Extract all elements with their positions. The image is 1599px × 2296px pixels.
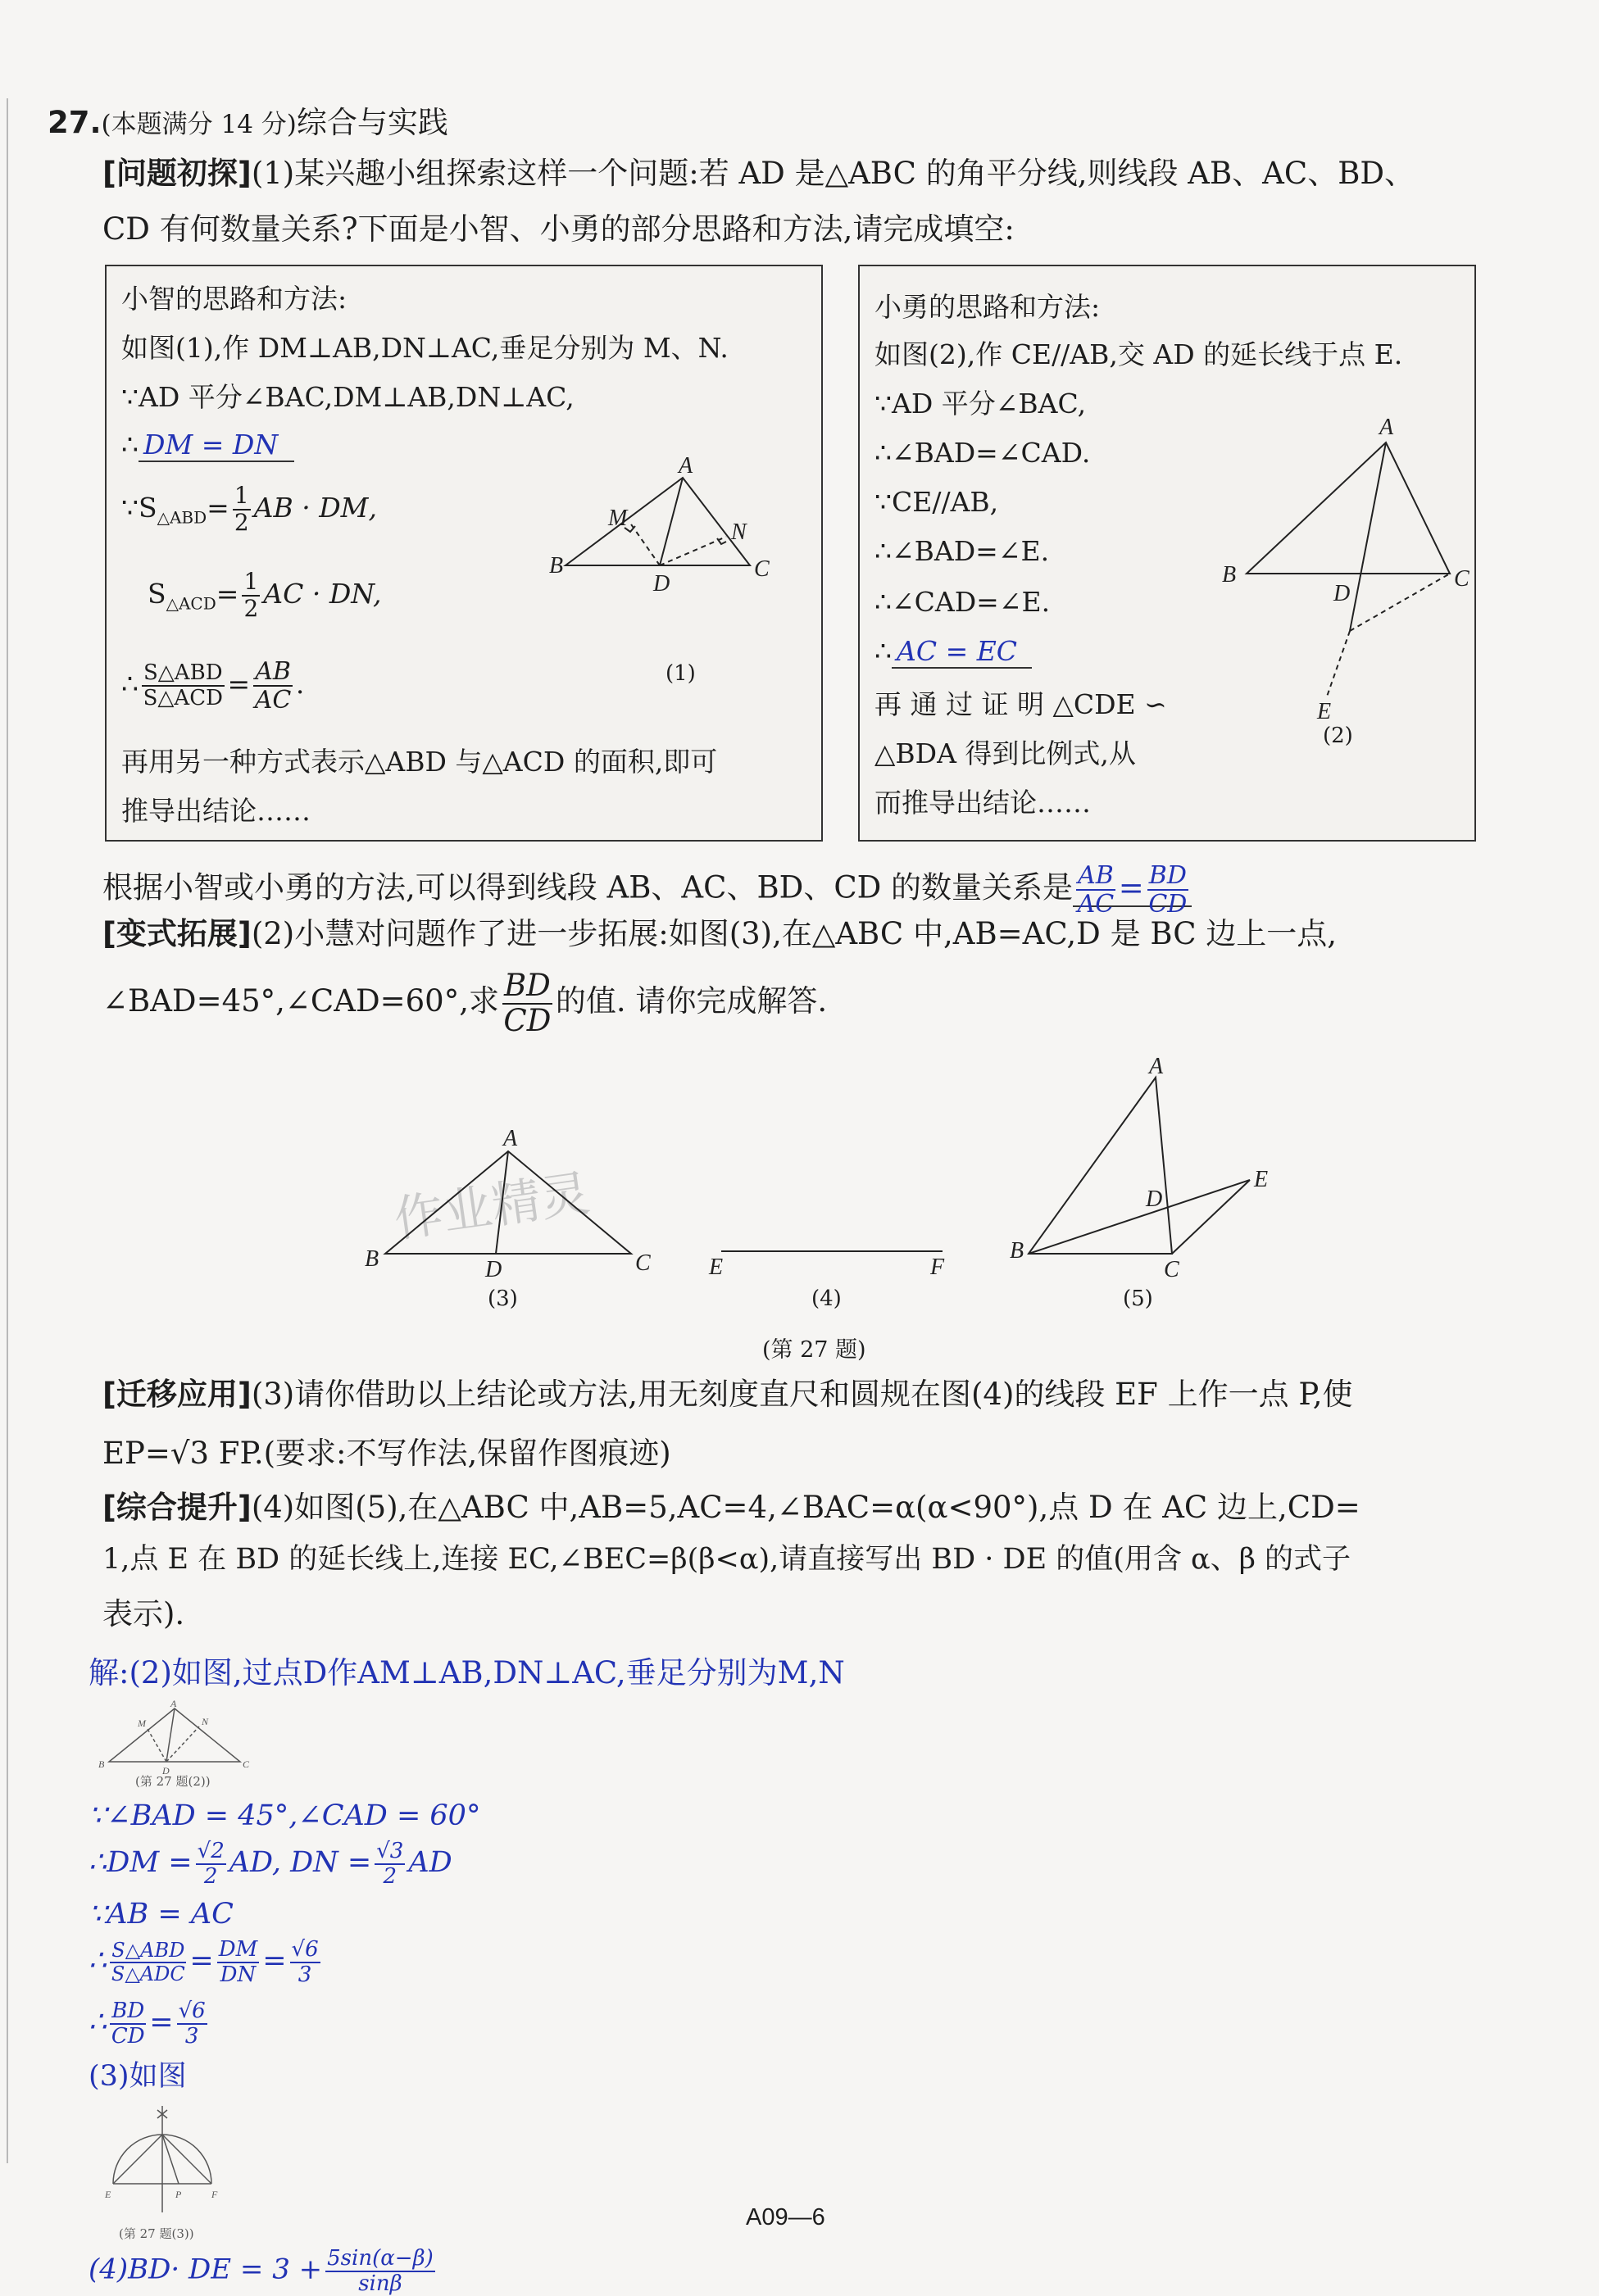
fig2-label-c: C [1454,566,1470,592]
fig3-label-b: B [365,1246,379,1272]
figures-title: (第 27 题) [762,1337,866,1363]
part3-line2: EP=√3 FP.(要求:不写作法,保留作图痕迹) [102,1436,671,1471]
part4-tag: [综合提升] [102,1490,252,1525]
conclusion-line: 根据小智或小勇的方法,可以得到线段 AB、AC、BD、CD 的数量关系是 $\frac{AB}{AC}$ = $\frac{BD}{CD}$ [102,862,1192,918]
question-title: 综合与实践 [296,105,448,140]
box-right-title: 小勇的思路和方法: [874,291,1101,323]
solution-step-6: (3)如图 [89,2060,187,2093]
blank-answer-2: ∴ AC = EC [874,635,1032,668]
answer-ratio: $\frac{AB}{AC}$ = $\frac{BD}{CD}$ [1073,870,1192,907]
solution-step-1: ∵∠BAD = 45°,∠CAD = 60° [89,1799,481,1832]
fig3-label-c: C [635,1250,651,1276]
solution-step-3: ∵AB = AC [89,1898,234,1931]
box-right: 小勇的思路和方法: 如图(2),作 CE//AB,交 AD 的延长线于点 E. ∵AD 平分∠BAC, ∴∠BAD=∠CAD. ∵CE//AB, ∴∠BAD=∠E. ∴∠CAD=∠E. ∴ AC = EC 再 通 过 证 明 △CDE ∽ △BDA 得到比例式,从 而推导出结论…… A B C D E (2) [858,265,1476,842]
solution-step-5: ∴ $\frac{BD}{CD}$ = $\frac{√6}{3}$ [89,1999,206,2049]
sol-fig2-label-c: C [243,1758,250,1770]
solution-step-4: ∴ $\frac{\text{S△ABD}}{\text{S△ADC}}$ = $\frac{DM}{DN}$ = $\frac{√6}{3}$ [89,1937,319,1987]
fig5-label-e: E [1254,1167,1269,1192]
sol-fig3-label-p: P [175,2189,182,2200]
figure-2-caption: (2) [1323,724,1353,748]
figure-2 [1204,414,1470,725]
figure5-ce [1172,1180,1250,1254]
fig5-label-c: C [1164,1257,1179,1282]
figure-3-caption: (3) [488,1286,518,1311]
fig2-label-b: B [1222,562,1237,588]
part2-line1: [变式拓展](2)小慧对问题作了进一步拓展:如图(3),在△ABC 中,AB=AC,D 是 BC 边上一点, [102,916,1338,951]
part3-line1: [迁移应用](3)请你借助以上结论或方法,用无刻度直尺和圆规在图(4)的线段 EF 上作一点 P,使 [102,1377,1353,1412]
fig2-label-a: A [1379,415,1394,440]
fig3-label-d: D [485,1257,502,1282]
margin-line [7,98,8,2163]
answer-ac-ec: AC = EC [892,635,1032,669]
blank-answer-1: ∴ DM = DN [121,429,294,461]
part1-line1: [问题初探](1)某兴趣小组探索这样一个问题:若 AD 是△ABC 的角平分线,则线段 AB、AC、BD、 [102,156,1415,191]
sol-fig3-label-e: E [105,2189,111,2200]
fig3-label-a: A [503,1126,518,1151]
fig5-label-a: A [1149,1054,1164,1079]
question-meta: (本题满分 14 分) [101,110,297,139]
fig4-label-e: E [709,1255,724,1280]
part4-line1: [综合提升](4)如图(5),在△ABC 中,AB=5,AC=4,∠BAC=α(α<90°),点 D 在 AC 边上,CD= [102,1490,1361,1525]
figure5-be [1029,1180,1250,1254]
page-number: A09—6 [746,2204,825,2230]
fig1-label-m: M [608,506,628,531]
watermark: 作业精灵 [390,1166,593,1248]
part2-tag: [变式拓展] [102,916,252,951]
part2-line2: ∠BAD=45°,∠CAD=60°,求 $\frac{BD}{CD}$ 的值. 请你完成解答. [102,968,828,1038]
fig2-label-e: E [1317,699,1332,724]
figure-1 [549,453,820,651]
sol-fig2-label-d: D [162,1765,170,1776]
fig1-label-d: D [653,571,670,597]
fig5-label-b: B [1010,1238,1024,1264]
part3-tag: [迁移应用] [102,1377,252,1412]
figure2-triangle [1247,442,1450,574]
solution-figure-3 [97,2098,228,2221]
sol-fig3-label-f: F [211,2189,218,2200]
fig2-label-d: D [1333,581,1351,606]
figure1-dn [660,537,726,565]
fig1-label-b: B [549,553,564,579]
figure1-bisector [660,478,683,565]
solution-figure-2-caption: (第 27 题(2)) [135,1774,211,1789]
part1-tag: [问题初探] [102,156,252,191]
sol-fig2-label-b: B [98,1758,105,1770]
sol-fig2-label-m: M [138,1717,146,1729]
box-left: 小智的思路和方法: 如图(1),作 DM⊥AB,DN⊥AC,垂足分别为 M、N. ∵AD 平分∠BAC,DM⊥AB,DN⊥AC, ∴ DM = DN $\because S_{\triangle ABD}=$ $\frac{1}{2}$ AB · DM, $S_{\triangle ACD}=$ $\frac{1}{2}$ AC · DN, ∴ $\frac{\text{S△ABD}}{\text{S△ACD}}$ = $\frac{AB}{AC}$ . 再用另一种方式表示△ABD 与△ACD 的面积,即可 推导出结论…… A B C D M N (1) [105,265,823,842]
fig4-label-f: F [930,1255,945,1280]
question-header [48,105,448,141]
figure5-triangle [1029,1078,1172,1254]
fig1-label-a: A [679,453,693,479]
box-left-title: 小智的思路和方法: [121,283,348,315]
solution-figure-3-caption: (第 27 题(3)) [119,2226,194,2241]
figure2-e-line [1327,631,1350,697]
figure-1-caption: (1) [665,661,696,686]
answer-dm-dn: DM = DN [139,429,294,462]
figure1-triangle [566,478,750,565]
part4-line3: 表示). [102,1596,185,1631]
fig1-label-n: N [731,520,747,545]
part1-line2: CD 有何数量关系?下面是小智、小勇的部分思路和方法,请完成填空: [102,211,1015,247]
sol-fig2-label-a: A [170,1698,177,1709]
sol-fig2-label-n: N [202,1716,209,1727]
figure-5-caption: (5) [1123,1286,1153,1311]
solution-step-2: ∴DM = $\frac{√2}{2}$ AD, DN = $\frac{√3}{2}$ AD [89,1839,452,1889]
figure-4-caption: (4) [811,1286,842,1311]
solution-intro: 解:(2)如图,过点D作AM⊥AB,DN⊥AC,垂足分别为M,N [89,1655,845,1690]
question-number: 27. [48,105,102,140]
fig1-label-c: C [754,556,770,582]
solution-step-7: (4)BD· DE = 3 + $\frac{5\sin(\alpha-\beta)}{\sin\beta}$ [89,2246,434,2296]
figure2-ce [1350,574,1450,631]
part4-line2: 1,点 E 在 BD 的延长线上,连接 EC,∠BEC=β(β<α),请直接写出 BD · DE 的值(用含 α、β 的式子 [102,1543,1351,1576]
fig5-label-d: D [1146,1187,1163,1212]
